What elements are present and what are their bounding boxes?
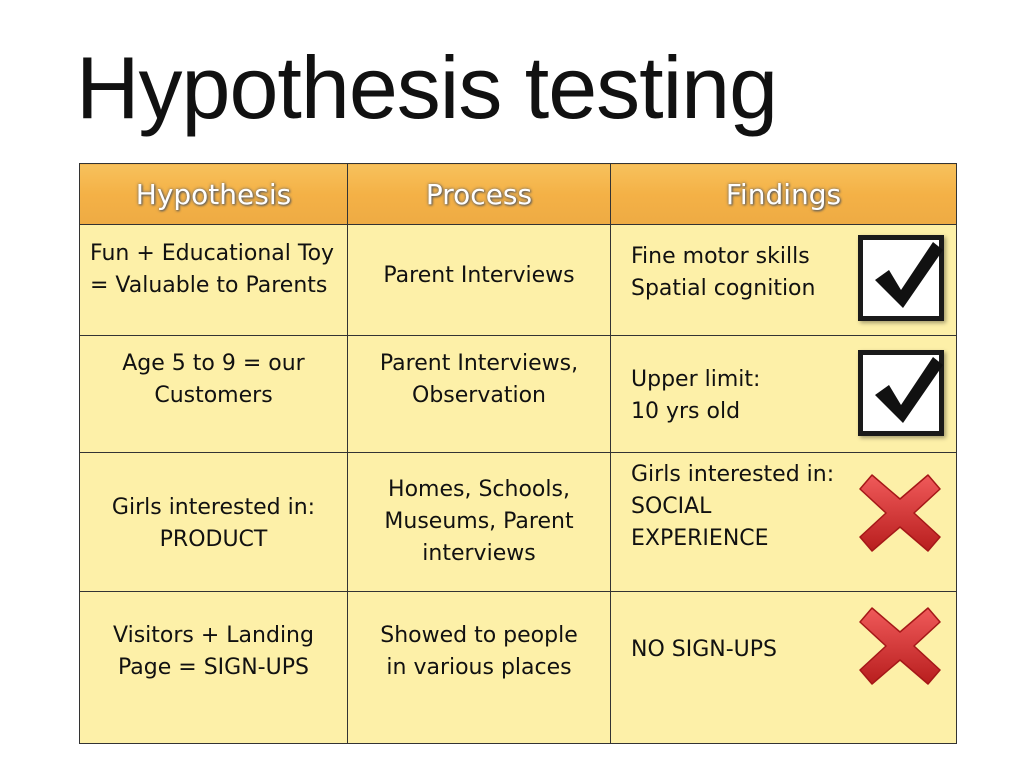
hypothesis-cell xyxy=(80,336,348,453)
hypothesis-text: Visitors + Landing Page = SIGN-UPS xyxy=(113,622,314,680)
header-hypothesis: Hypothesis xyxy=(80,164,348,225)
hypothesis-text: Fun + Educational Toy = Valuable to Parents xyxy=(90,241,335,298)
findings-text: Fine motor skills Spatial cognition xyxy=(631,244,816,301)
header-process: Process xyxy=(348,164,611,225)
x-icon xyxy=(858,471,942,555)
hypothesis-text: Girls interested in: PRODUCT xyxy=(111,495,316,552)
process-text: Parent Interviews, Observation xyxy=(379,351,579,408)
findings-text: NO SIGN-UPS xyxy=(631,637,777,662)
process-cell xyxy=(348,453,611,592)
findings-cell xyxy=(611,225,957,336)
table-header-row xyxy=(80,164,957,225)
table-row xyxy=(80,336,957,453)
x-icon xyxy=(858,604,942,688)
process-cell xyxy=(348,336,611,453)
table-row xyxy=(80,453,957,592)
table-row xyxy=(80,225,957,336)
hypothesis-text: Age 5 to 9 = our Customers xyxy=(122,351,305,408)
findings-text: Girls interested in: SOCIAL EXPERIENCE xyxy=(631,462,835,551)
process-text: Parent Interviews xyxy=(383,263,575,288)
check-icon xyxy=(858,350,944,436)
hypothesis-cell xyxy=(80,592,348,744)
process-cell xyxy=(348,592,611,744)
findings-cell xyxy=(611,453,957,592)
hypothesis-cell xyxy=(80,225,348,336)
hypothesis-cell xyxy=(80,453,348,592)
process-text: Homes, Schools, Museums, Parent interviews xyxy=(384,477,574,566)
table-row xyxy=(80,592,957,744)
check-icon xyxy=(858,235,944,321)
process-text: Showed to people in various places xyxy=(380,622,578,680)
process-cell xyxy=(348,225,611,336)
hypothesis-table xyxy=(79,163,957,744)
header-findings: Findings xyxy=(611,164,957,225)
findings-cell xyxy=(611,592,957,744)
slide-title: Hypothesis testing xyxy=(76,38,778,137)
findings-text: Upper limit: 10 yrs old xyxy=(631,367,761,424)
findings-cell xyxy=(611,336,957,453)
